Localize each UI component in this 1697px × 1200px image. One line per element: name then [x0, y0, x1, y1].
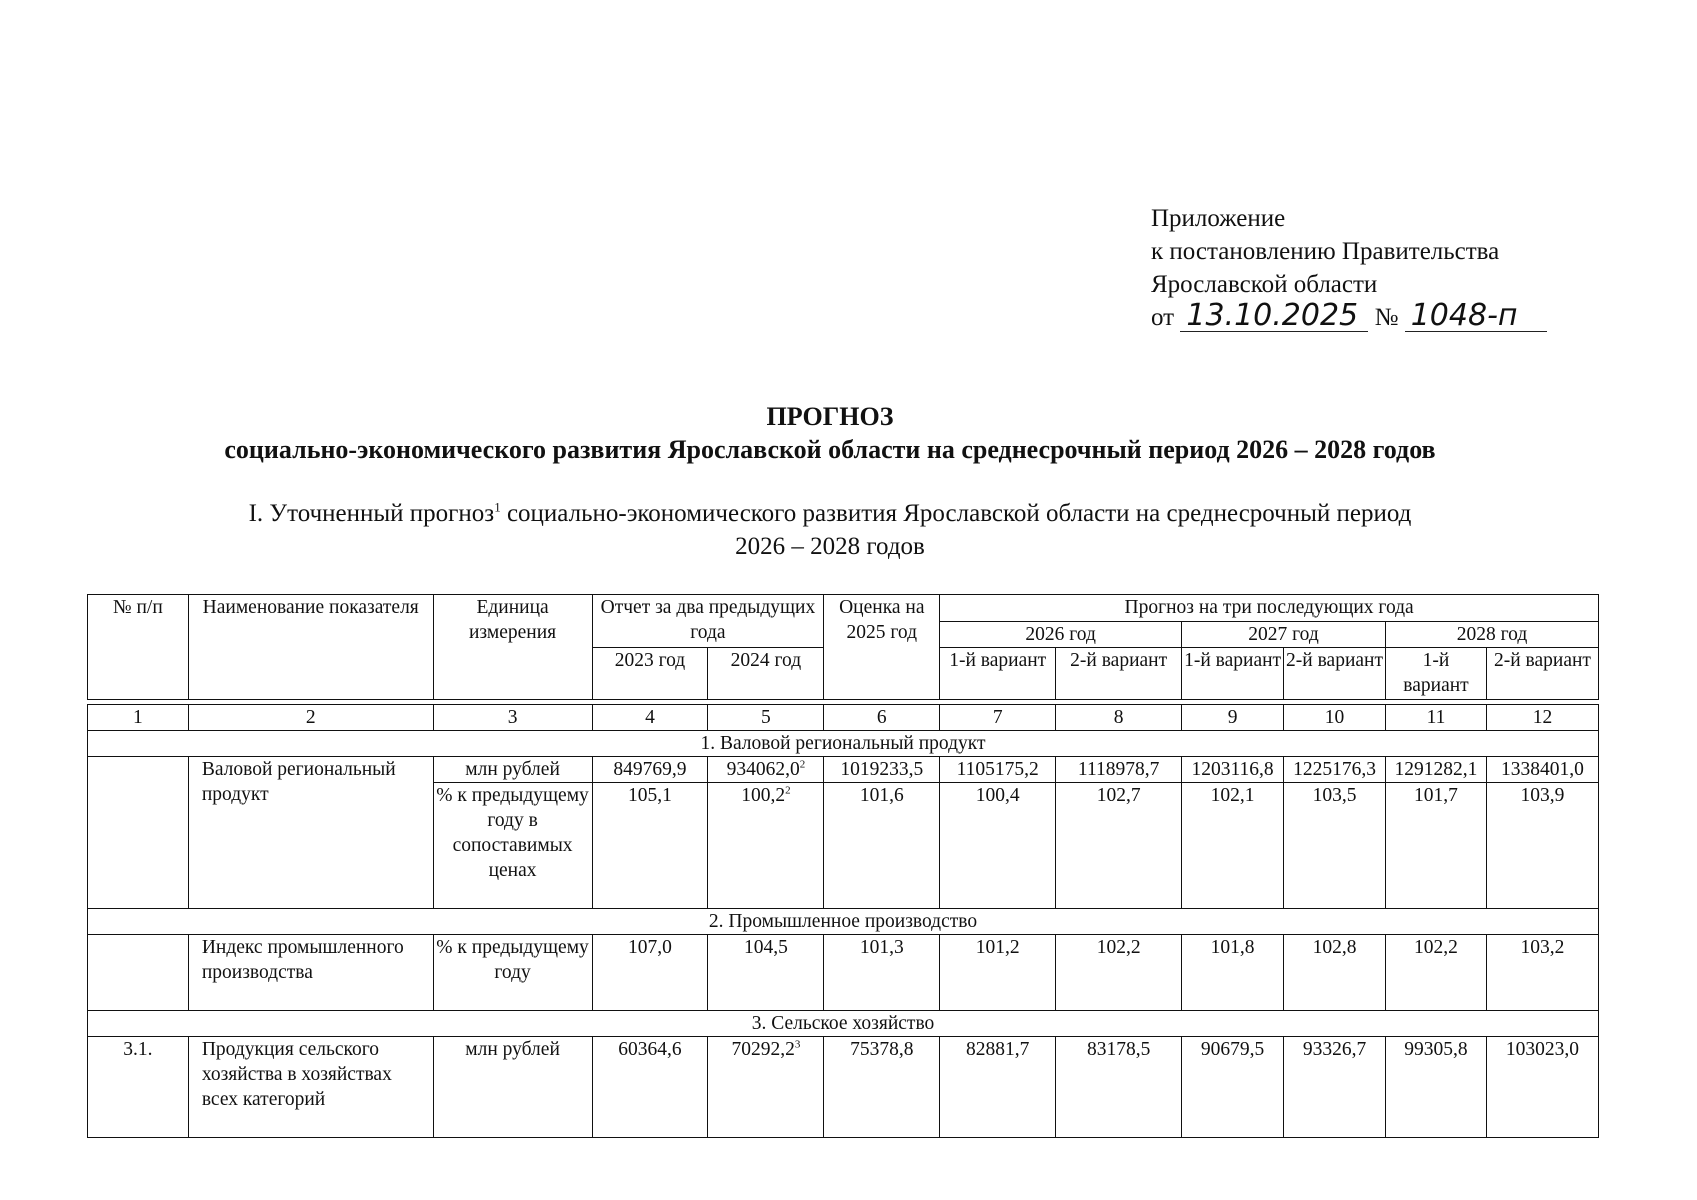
header-2026: 2026 год — [940, 621, 1182, 648]
indicator-name: Валовой региональный продукт — [188, 757, 433, 909]
value-cell: 1118978,7 — [1056, 757, 1182, 783]
column-number: 6 — [824, 705, 940, 731]
header-2026-v2: 2-й вариант — [1056, 648, 1182, 700]
footnote-mark: 3 — [794, 1038, 801, 1051]
section-title-text-a: I. Уточненный прогноз — [248, 500, 495, 527]
value-cell: 102,8 — [1284, 935, 1386, 1011]
value-cell: 101,3 — [824, 935, 940, 1011]
indicator-name: Индекс промышленного производства — [188, 935, 433, 1011]
value-cell: 1291282,1 — [1386, 757, 1487, 783]
handwritten-date: 13.10.2025 — [1180, 301, 1368, 332]
section-row-industry — [88, 909, 1599, 935]
row-number — [88, 757, 189, 909]
value-cell: 60364,6 — [592, 1037, 708, 1138]
footnote-mark: 1 — [494, 499, 501, 515]
value-cell: 102,7 — [1056, 783, 1182, 909]
header-name: Наименование показателя — [188, 595, 433, 700]
column-number: 8 — [1056, 705, 1182, 731]
title-line-2: социально-экономического развития Ярославской области на среднесрочный период 2026 – 2028 годов — [224, 435, 1436, 464]
footnote-mark: 2 — [799, 758, 806, 771]
value-cell: 93326,7 — [1284, 1037, 1386, 1138]
value-text: 100,2 — [741, 785, 786, 806]
section-title-line-2: 2026 – 2028 годов — [735, 533, 925, 560]
value-cell — [708, 783, 824, 909]
value-text: 70292,2 — [731, 1039, 795, 1060]
value-cell: 102,2 — [1386, 935, 1487, 1011]
appendix-line-3: Ярославской области — [1151, 271, 1378, 298]
value-cell: 101,6 — [824, 783, 940, 909]
header-2028: 2028 год — [1386, 621, 1599, 648]
column-number: 1 — [88, 705, 189, 731]
value-cell: 107,0 — [592, 935, 708, 1011]
section-title — [140, 497, 1520, 563]
column-numbers-row — [88, 705, 1599, 731]
value-cell: 103,5 — [1284, 783, 1386, 909]
section-heading: 1. Валовой региональный продукт — [88, 731, 1599, 757]
header-2027-v1: 1-й вариант — [1182, 648, 1284, 700]
appendix-date-line — [1151, 298, 1547, 334]
column-number: 7 — [940, 705, 1056, 731]
header-2023: 2023 год — [592, 648, 708, 700]
column-number: 12 — [1486, 705, 1598, 731]
section-row-agriculture — [88, 1011, 1599, 1037]
value-cell: 103,9 — [1486, 783, 1598, 909]
header-report: Отчет за два предыдущих года — [592, 595, 824, 648]
value-text: 934062,0 — [726, 759, 800, 780]
unit-cell: млн рублей — [433, 757, 592, 783]
value-cell: 103,2 — [1486, 935, 1598, 1011]
section-heading: 2. Промышленное производство — [88, 909, 1599, 935]
column-number: 4 — [592, 705, 708, 731]
header-forecast: Прогноз на три последующих года — [940, 595, 1599, 622]
section-row-grp — [88, 731, 1599, 757]
value-cell: 101,8 — [1182, 935, 1284, 1011]
header-2026-v1: 1-й вариант — [940, 648, 1056, 700]
header-num: № п/п — [88, 595, 189, 700]
value-cell: 83178,5 — [1056, 1037, 1182, 1138]
table-row — [88, 1037, 1599, 1138]
value-cell — [708, 1037, 824, 1138]
value-cell: 104,5 — [708, 935, 824, 1011]
handwritten-number: 1048-п — [1405, 301, 1547, 332]
value-cell: 1225176,3 — [1284, 757, 1386, 783]
value-cell: 102,1 — [1182, 783, 1284, 909]
value-cell: 1105175,2 — [940, 757, 1056, 783]
value-cell: 101,2 — [940, 935, 1056, 1011]
header-2028-v2: 2-й вариант — [1486, 648, 1598, 700]
value-cell: 99305,8 — [1386, 1037, 1487, 1138]
title-line-1: ПРОГНОЗ — [766, 402, 894, 431]
value-cell: 75378,8 — [824, 1037, 940, 1138]
value-cell: 100,4 — [940, 783, 1056, 909]
section-title-line-1 — [140, 497, 1520, 530]
header-unit: Единица измерения — [433, 595, 592, 700]
document-title — [0, 400, 1660, 466]
header-2028-v1: 1-й вариант — [1386, 648, 1487, 700]
appendix-line-2: к постановлению Правительства — [1151, 238, 1500, 265]
value-cell: 105,1 — [592, 783, 708, 909]
forecast-table — [87, 594, 1599, 1138]
value-cell: 1203116,8 — [1182, 757, 1284, 783]
unit-cell: млн рублей — [433, 1037, 592, 1138]
header-2024: 2024 год — [708, 648, 824, 700]
header-estimate: Оценка на 2025 год — [824, 595, 940, 700]
value-cell: 102,2 — [1056, 935, 1182, 1011]
appendix-line-1: Приложение — [1151, 205, 1286, 232]
header-row-1 — [88, 595, 1599, 622]
number-prefix: № — [1374, 304, 1399, 331]
header-2027-v2: 2-й вариант — [1284, 648, 1386, 700]
row-number: 3.1. — [88, 1037, 189, 1138]
section-heading: 3. Сельское хозяйство — [88, 1011, 1599, 1037]
value-cell: 1019233,5 — [824, 757, 940, 783]
column-number: 2 — [188, 705, 433, 731]
table-row — [88, 935, 1599, 1011]
unit-cell: % к предыдущему году в сопоставимых ценах — [433, 783, 592, 909]
header-2027: 2027 год — [1182, 621, 1386, 648]
indicator-name: Продукция сельского хозяйства в хозяйствах всех категорий — [188, 1037, 433, 1138]
column-number: 9 — [1182, 705, 1284, 731]
column-number: 5 — [708, 705, 824, 731]
footnote-mark: 2 — [785, 784, 791, 797]
column-number: 11 — [1386, 705, 1487, 731]
value-cell — [708, 757, 824, 783]
appendix-block — [1151, 202, 1547, 334]
value-cell: 849769,9 — [592, 757, 708, 783]
table-row — [88, 757, 1599, 783]
date-prefix: от — [1151, 304, 1175, 331]
row-number — [88, 935, 189, 1011]
value-cell: 82881,7 — [940, 1037, 1056, 1138]
column-number: 3 — [433, 705, 592, 731]
unit-cell: % к предыдущему году — [433, 935, 592, 1011]
value-cell: 1338401,0 — [1486, 757, 1598, 783]
column-number: 10 — [1284, 705, 1386, 731]
value-cell: 90679,5 — [1182, 1037, 1284, 1138]
section-title-text-b: социально-экономического развития Ярославской области на среднесрочный период — [500, 500, 1412, 527]
value-cell: 103023,0 — [1486, 1037, 1598, 1138]
value-cell: 101,7 — [1386, 783, 1487, 909]
